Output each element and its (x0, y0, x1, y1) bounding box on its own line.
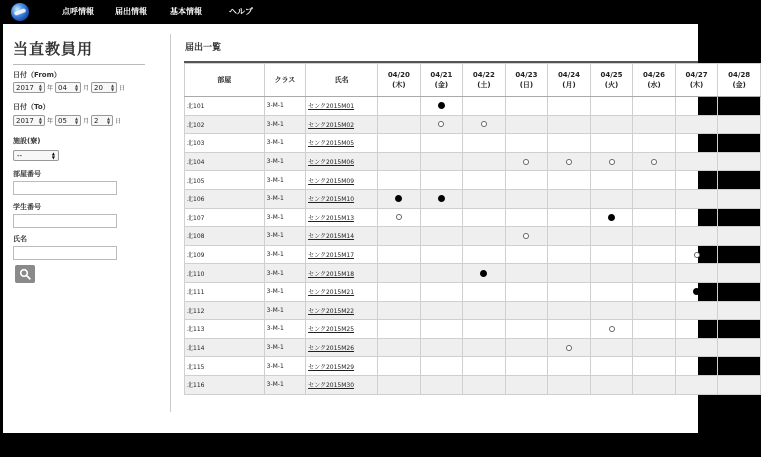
cell-date-mark (675, 357, 718, 376)
table-row (185, 282, 761, 301)
notification-open-icon[interactable] (523, 159, 529, 165)
cell-name-link[interactable]: センク2015M05 (306, 134, 378, 153)
cell-name-link[interactable]: センク2015M02 (306, 115, 378, 134)
name-label: 氏名 (13, 235, 27, 243)
cell-date-mark (590, 227, 633, 246)
notification-open-icon[interactable] (566, 159, 572, 165)
cell-date-mark (675, 227, 718, 246)
cell-date-mark (590, 189, 633, 208)
cell-date-mark (378, 227, 421, 246)
cell-date-mark (590, 282, 633, 301)
cell-date-mark (463, 152, 506, 171)
cell-name-link[interactable]: センク2015M17 (306, 245, 378, 264)
notification-filled-icon[interactable] (480, 270, 487, 277)
cell-date-mark (675, 245, 718, 264)
cell-date-mark (718, 97, 761, 116)
cell-date-mark (420, 152, 463, 171)
date-from-month-select[interactable]: 04 ▲ ▼ (55, 82, 81, 93)
cell-date-mark (718, 171, 761, 190)
nav-item-roll-call[interactable]: 点呼情報 (62, 7, 94, 16)
cell-class: 3-M-1 (264, 208, 305, 227)
room-number-label: 部屋番号 (13, 170, 41, 178)
col-header-date: 04/27 (木) (675, 64, 718, 97)
nav-item-basic-info[interactable]: 基本情報 (170, 7, 202, 16)
notification-table-container[interactable] (184, 61, 751, 435)
cell-date-mark (548, 320, 591, 339)
cell-date-mark (420, 208, 463, 227)
cell-date-mark (378, 338, 421, 357)
logo-icon[interactable] (11, 3, 29, 21)
cell-date-mark (718, 227, 761, 246)
cell-date-mark (505, 245, 548, 264)
cell-date-mark (590, 301, 633, 320)
notification-open-icon[interactable] (609, 159, 615, 165)
cell-date-mark (463, 208, 506, 227)
cell-date-mark (378, 375, 421, 394)
cell-date-mark (718, 375, 761, 394)
date-to-day-select[interactable]: 2 ▲ ▼ (91, 115, 113, 126)
sidebar-divider (13, 64, 145, 65)
cell-class: 3-M-1 (264, 152, 305, 171)
cell-date-mark (633, 171, 676, 190)
cell-date-mark (505, 264, 548, 283)
spinner-icon: ▲ ▼ (74, 115, 79, 125)
cell-date-mark (590, 264, 633, 283)
cell-date-mark (505, 152, 548, 171)
cell-date-mark (505, 208, 548, 227)
cell-date-mark (590, 134, 633, 153)
cell-name-link[interactable]: センク2015M13 (306, 208, 378, 227)
cell-date-mark (718, 115, 761, 134)
cell-date-mark (548, 301, 591, 320)
cell-date-mark (463, 320, 506, 339)
cell-date-mark (420, 134, 463, 153)
table-row (185, 245, 761, 264)
cell-class: 3-M-1 (264, 338, 305, 357)
date-to-label: 日付（To） (13, 103, 50, 111)
cell-room: 北115 (185, 357, 265, 376)
cell-date-mark (463, 301, 506, 320)
table-row (185, 152, 761, 171)
cell-date-mark (463, 97, 506, 116)
date-from-day-select[interactable]: 20 ▲ ▼ (91, 82, 117, 93)
room-number-input[interactable] (13, 181, 117, 195)
cell-name-link[interactable]: センク2015M26 (306, 338, 378, 357)
col-header-date: 04/23 (日) (505, 64, 548, 97)
cell-room: 北101 (185, 97, 265, 116)
cell-room: 北108 (185, 227, 265, 246)
table-row (185, 227, 761, 246)
cell-date-mark (590, 375, 633, 394)
cell-class: 3-M-1 (264, 375, 305, 394)
cell-name-link[interactable]: センク2015M01 (306, 97, 378, 116)
cell-date-mark (420, 320, 463, 339)
cell-class: 3-M-1 (264, 134, 305, 153)
cell-date-mark (505, 227, 548, 246)
cell-date-mark (718, 320, 761, 339)
table-row (185, 115, 761, 134)
cell-date-mark (463, 264, 506, 283)
cell-date-mark (420, 189, 463, 208)
spinner-icon: ▲ ▼ (51, 150, 55, 160)
sidebar-separator (170, 34, 171, 412)
cell-name-link[interactable]: センク2015M18 (306, 264, 378, 283)
table-row (185, 375, 761, 394)
cell-date-mark (548, 134, 591, 153)
student-number-label: 学生番号 (13, 203, 41, 211)
content-panel (3, 24, 751, 433)
cell-date-mark (675, 264, 718, 283)
cell-class: 3-M-1 (264, 282, 305, 301)
date-from-year-select[interactable]: 2017 ▲ ▼ (13, 82, 45, 93)
cell-room: 北109 (185, 245, 265, 264)
cell-date-mark (420, 375, 463, 394)
cell-date-mark (548, 115, 591, 134)
cell-date-mark (420, 227, 463, 246)
spinner-icon: ▲ ▼ (110, 82, 115, 92)
notification-open-icon[interactable] (609, 326, 615, 332)
cell-class: 3-M-1 (264, 264, 305, 283)
table-row (185, 338, 761, 357)
cell-date-mark (420, 357, 463, 376)
date-from-row: 2017 ▲ ▼ 年 04 ▲ ▼ 月 20 ▲ ▼ 日 (13, 82, 125, 93)
col-header-date: 04/28 (金) (718, 64, 761, 97)
cell-class: 3-M-1 (264, 171, 305, 190)
cell-date-mark (505, 97, 548, 116)
cell-date-mark (420, 282, 463, 301)
cell-date-mark (590, 115, 633, 134)
cell-date-mark (548, 208, 591, 227)
cell-name-link[interactable]: センク2015M09 (306, 171, 378, 190)
cell-date-mark (420, 171, 463, 190)
cell-date-mark (675, 115, 718, 134)
cell-date-mark (633, 357, 676, 376)
notification-open-icon[interactable] (651, 159, 657, 165)
notification-filled-icon[interactable] (608, 214, 615, 221)
cell-name-link[interactable]: センク2015M14 (306, 227, 378, 246)
cell-date-mark (378, 357, 421, 376)
cell-date-mark (548, 357, 591, 376)
col-header-name: 氏名 (306, 64, 378, 97)
cell-date-mark (505, 320, 548, 339)
spinner-icon: ▲ ▼ (38, 115, 42, 125)
name-input[interactable] (13, 246, 117, 260)
cell-date-mark (420, 338, 463, 357)
cell-room: 北104 (185, 152, 265, 171)
cell-date-mark (548, 189, 591, 208)
cell-room: 北113 (185, 320, 265, 339)
cell-date-mark (463, 282, 506, 301)
cell-date-mark (548, 97, 591, 116)
table-header-row (185, 64, 761, 97)
cell-date-mark (675, 152, 718, 171)
cell-date-mark (378, 97, 421, 116)
cell-class: 3-M-1 (264, 357, 305, 376)
cell-date-mark (463, 245, 506, 264)
notification-filled-icon[interactable] (693, 288, 700, 295)
search-button[interactable] (15, 265, 35, 283)
col-header-date: 04/21 (金) (420, 64, 463, 97)
cell-date-mark (420, 115, 463, 134)
cell-date-mark (548, 171, 591, 190)
cell-date-mark (548, 338, 591, 357)
cell-date-mark (675, 320, 718, 339)
cell-date-mark (675, 375, 718, 394)
cell-class: 3-M-1 (264, 301, 305, 320)
cell-date-mark (590, 171, 633, 190)
cell-date-mark (505, 375, 548, 394)
table-row (185, 357, 761, 376)
bottom-bar (0, 433, 701, 457)
table-row (185, 97, 761, 116)
cell-room: 北103 (185, 134, 265, 153)
nav-item-help[interactable]: ヘルプ (229, 7, 253, 16)
cell-date-mark (718, 208, 761, 227)
cell-name-link[interactable]: センク2015M29 (306, 357, 378, 376)
cell-date-mark (675, 301, 718, 320)
table-row (185, 264, 761, 283)
cell-name-link[interactable]: センク2015M10 (306, 189, 378, 208)
table-row (185, 134, 761, 153)
date-from-label: 日付（From） (13, 71, 61, 79)
student-number-input[interactable] (13, 214, 117, 228)
cell-date-mark (420, 245, 463, 264)
cell-date-mark (505, 338, 548, 357)
cell-date-mark (463, 357, 506, 376)
table-row (185, 301, 761, 320)
cell-date-mark (378, 301, 421, 320)
cell-date-mark (718, 264, 761, 283)
cell-date-mark (463, 134, 506, 153)
date-to-month-select[interactable]: 05 ▲ ▼ (55, 115, 81, 126)
cell-date-mark (633, 115, 676, 134)
col-header-date: 04/24 (月) (548, 64, 591, 97)
table-row (185, 208, 761, 227)
cell-room: 北112 (185, 301, 265, 320)
cell-date-mark (463, 338, 506, 357)
search-icon (19, 268, 31, 280)
cell-date-mark (463, 227, 506, 246)
cell-date-mark (718, 152, 761, 171)
cell-date-mark (548, 227, 591, 246)
col-header-room: 部屋 (185, 64, 265, 97)
col-header-date: 04/20 (木) (378, 64, 421, 97)
cell-name-link[interactable]: センク2015M22 (306, 301, 378, 320)
cell-date-mark (505, 134, 548, 153)
cell-room: 北105 (185, 171, 265, 190)
cell-date-mark (463, 189, 506, 208)
cell-date-mark (378, 189, 421, 208)
cell-date-mark (718, 134, 761, 153)
cell-date-mark (590, 208, 633, 227)
cell-name-link[interactable]: センク2015M25 (306, 320, 378, 339)
cell-date-mark (718, 301, 761, 320)
cell-room: 北106 (185, 189, 265, 208)
notification-open-icon[interactable] (481, 121, 487, 127)
cell-date-mark (633, 97, 676, 116)
cell-date-mark (505, 115, 548, 134)
table-row (185, 171, 761, 190)
cell-name-link[interactable]: センク2015M21 (306, 282, 378, 301)
cell-date-mark (718, 189, 761, 208)
cell-date-mark (590, 338, 633, 357)
cell-date-mark (505, 301, 548, 320)
sidebar-title: 当直教員用 (13, 40, 94, 58)
cell-date-mark (675, 208, 718, 227)
cell-date-mark (590, 357, 633, 376)
cell-date-mark (548, 245, 591, 264)
cell-date-mark (378, 152, 421, 171)
cell-date-mark (590, 152, 633, 171)
date-to-year-select[interactable]: 2017 ▲ ▼ (13, 115, 45, 126)
cell-date-mark (548, 152, 591, 171)
cell-date-mark (633, 264, 676, 283)
cell-date-mark (378, 320, 421, 339)
spinner-icon: ▲ ▼ (38, 82, 42, 92)
notification-open-icon[interactable] (694, 252, 700, 258)
col-header-date: 04/22 (土) (463, 64, 506, 97)
cell-date-mark (463, 171, 506, 190)
cell-date-mark (378, 208, 421, 227)
cell-date-mark (633, 375, 676, 394)
cell-room: 北116 (185, 375, 265, 394)
cell-date-mark (548, 375, 591, 394)
date-to-row: 2017 ▲ ▼ 年 05 ▲ ▼ 月 2 ▲ ▼ 日 (13, 115, 121, 126)
cell-date-mark (675, 189, 718, 208)
cell-date-mark (718, 282, 761, 301)
cell-date-mark (420, 264, 463, 283)
cell-date-mark (633, 245, 676, 264)
facility-label: 施設(寮) (13, 137, 41, 145)
cell-date-mark (463, 115, 506, 134)
cell-date-mark (378, 245, 421, 264)
cell-date-mark (633, 320, 676, 339)
col-header-date: 04/25 (火) (590, 64, 633, 97)
cell-date-mark (590, 320, 633, 339)
notification-filled-icon[interactable] (395, 195, 402, 202)
cell-date-mark (378, 134, 421, 153)
cell-class: 3-M-1 (264, 115, 305, 134)
cell-date-mark (378, 282, 421, 301)
cell-room: 北111 (185, 282, 265, 301)
notification-table (184, 63, 761, 395)
page-title: 届出一覧 (185, 43, 222, 53)
cell-date-mark (633, 338, 676, 357)
top-nav-bar (0, 0, 701, 24)
notification-filled-icon[interactable] (438, 102, 445, 109)
col-header-class: クラス (264, 64, 305, 97)
cell-room: 北102 (185, 115, 265, 134)
cell-date-mark (633, 134, 676, 153)
cell-date-mark (633, 189, 676, 208)
table-row (185, 189, 761, 208)
cell-date-mark (505, 282, 548, 301)
cell-date-mark (378, 115, 421, 134)
nav-item-notifications[interactable]: 届出情報 (115, 7, 147, 16)
cell-date-mark (675, 338, 718, 357)
cell-date-mark (633, 208, 676, 227)
cell-date-mark (505, 357, 548, 376)
spinner-icon: ▲ ▼ (106, 115, 111, 125)
cell-date-mark (505, 189, 548, 208)
cell-name-link[interactable]: センク2015M06 (306, 152, 378, 171)
cell-date-mark (675, 134, 718, 153)
cell-date-mark (505, 171, 548, 190)
cell-date-mark (420, 301, 463, 320)
cell-date-mark (633, 152, 676, 171)
cell-room: 北114 (185, 338, 265, 357)
notification-open-icon[interactable] (523, 233, 529, 239)
cell-class: 3-M-1 (264, 227, 305, 246)
notification-open-icon[interactable] (396, 214, 402, 220)
spinner-icon: ▲ ▼ (74, 82, 79, 92)
cell-room: 北110 (185, 264, 265, 283)
cell-date-mark (633, 227, 676, 246)
cell-date-mark (633, 301, 676, 320)
cell-date-mark (378, 171, 421, 190)
cell-date-mark (675, 97, 718, 116)
table-row (185, 320, 761, 339)
cell-date-mark (463, 375, 506, 394)
cell-date-mark (548, 264, 591, 283)
cell-class: 3-M-1 (264, 320, 305, 339)
cell-class: 3-M-1 (264, 245, 305, 264)
cell-date-mark (675, 282, 718, 301)
cell-name-link[interactable]: センク2015M30 (306, 375, 378, 394)
cell-date-mark (718, 338, 761, 357)
search-sidebar (3, 24, 173, 433)
notification-open-icon[interactable] (566, 345, 572, 351)
table-body (185, 97, 761, 395)
notification-filled-icon[interactable] (438, 195, 445, 202)
cell-class: 3-M-1 (264, 97, 305, 116)
cell-room: 北107 (185, 208, 265, 227)
cell-date-mark (590, 97, 633, 116)
cell-date-mark (718, 357, 761, 376)
cell-date-mark (378, 264, 421, 283)
cell-date-mark (675, 171, 718, 190)
cell-date-mark (590, 245, 633, 264)
notification-open-icon[interactable] (438, 121, 444, 127)
cell-date-mark (633, 282, 676, 301)
facility-select[interactable]: -- ▲ ▼ (13, 150, 59, 161)
cell-date-mark (420, 97, 463, 116)
cell-date-mark (548, 282, 591, 301)
col-header-date: 04/26 (水) (633, 64, 676, 97)
cell-class: 3-M-1 (264, 189, 305, 208)
cell-date-mark (718, 245, 761, 264)
